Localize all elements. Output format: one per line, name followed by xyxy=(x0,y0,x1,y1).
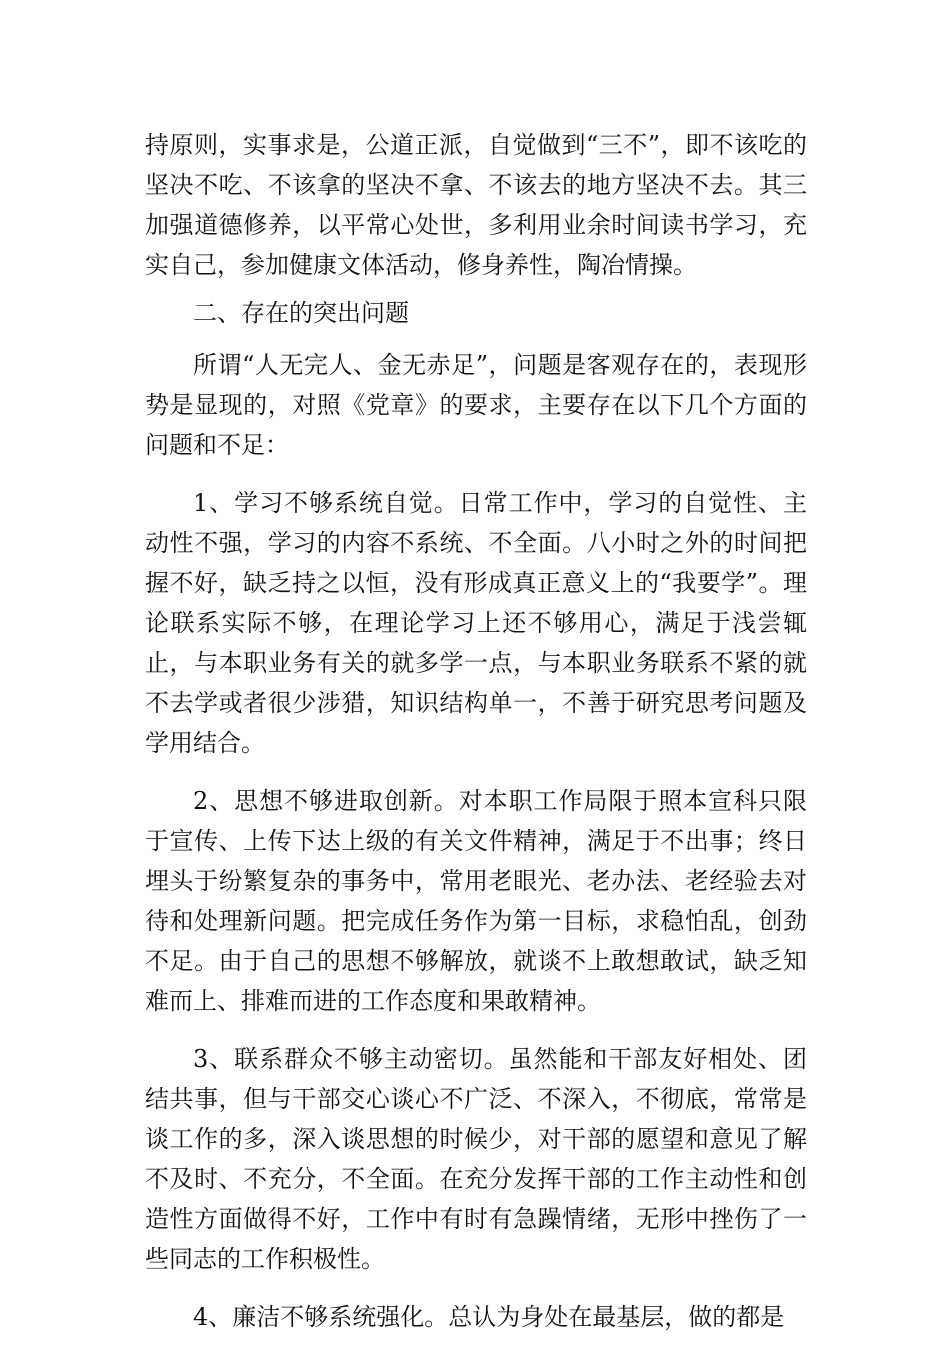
section-heading: 二、存在的突出问题 xyxy=(193,299,409,327)
paragraph-item-2: 2、思想不够进取创新。对本职工作局限于照本宣科只限于宣传、上传下达上级的有关文件精神，满足于不出事；终日埋头于纷繁复杂的事务中，常用老眼光、老办法、老经验去对待和处理新问题。把完成任务作为第一目标，求稳怕乱，创劲不足。由于自己的思想不够解放，就谈不上敢想敢试，缺乏知难而上、排难而进的工作态度和果敢精神。 xyxy=(145,787,807,1015)
paragraph-continuation: 持原则，实事求是，公道正派，自觉做到“三不”，即不该吃的坚决不吃、不该拿的坚决不拿、不该去的地方坚决不去。其三加强道德修养，以平常心处世，多利用业余时间读书学习，充实自己，参加健康文体活动，修身养性，陶冶情操。 xyxy=(145,131,807,279)
paragraph-item-3: 3、联系群众不够主动密切。虽然能和干部友好相处、团结共事，但与干部交心谈心不广泛、不深入，不彻底，常常是谈工作的多，深入谈思想的时候少，对干部的愿望和意见了解不及时、不充分，不全面。在充分发挥干部的工作主动性和创造性方面做得不好，工作中有时有急躁情绪，无形中挫伤了一些同志的工作积极性。 xyxy=(145,1045,807,1273)
paragraph-item-1: 1、学习不够系统自觉。日常工作中，学习的自觉性、主动性不强，学习的内容不系统、不全面。八小时之外的时间把握不好，缺乏持之以恒，没有形成真正意义上的“我要学”。理论联系实际不够，在理论学习上还不够用心，满足于浅尝辄止，与本职业务有关的就多学一点，与本职业务联系不紧的就不去学或者很少涉猎，知识结构单一，不善于研究思考问题及学用结合。 xyxy=(145,489,807,757)
paragraph-intro: 所谓“人无完人、金无赤足”，问题是客观存在的，表现形势是显现的，对照《党章》的要求，主要存在以下几个方面的问题和不足： xyxy=(145,351,807,459)
document-body xyxy=(145,125,807,1355)
paragraph-item-4: 4、廉洁不够系统强化。总认为身处在最基层，做的都是 xyxy=(193,1303,785,1331)
